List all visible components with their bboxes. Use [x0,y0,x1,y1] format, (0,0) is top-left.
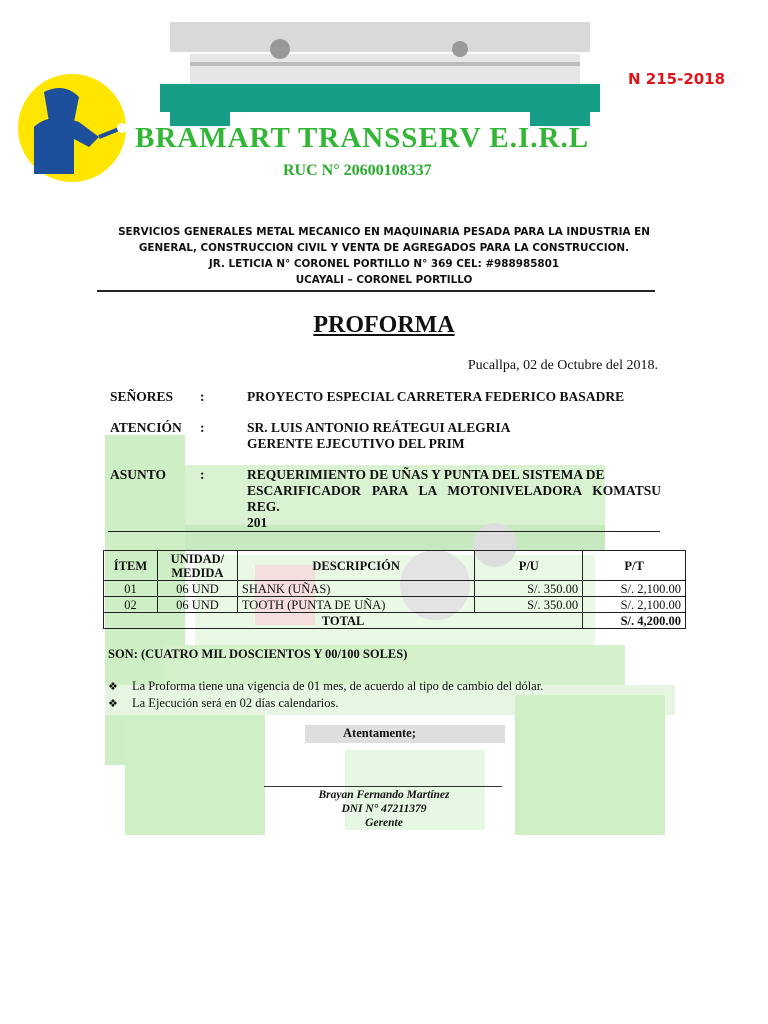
table-header-row [104,551,686,581]
header-item: ÍTEM [104,551,158,581]
services-line: GENERAL, CONSTRUCCION CIVIL Y VENTA DE AGREGADOS PARA LA CONSTRUCCION. [138,242,630,254]
asunto-label: ASUNTO [110,467,167,482]
welder-logo-icon [14,72,132,184]
cell-unit: 06 UND [157,597,237,613]
signer-role: Gerente [365,817,403,829]
cell-item: 01 [104,581,158,597]
cell-unit-price: S/. 350.00 [475,597,583,613]
cell-description: TOOTH (PUNTA DE UÑA) [237,597,475,613]
document-date: Pucallpa, 02 de Octubre del 2018. [467,358,658,373]
total-value: S/. 4,200.00 [583,613,686,629]
header-unit: UNIDAD/ MEDIDA [157,551,237,581]
closing-regards: Atentamente; [343,726,416,740]
header-unit-price: P/U [475,551,583,581]
signature-line [264,786,502,787]
note-text: La Ejecución será en 02 días calendarios. [132,696,339,710]
total-label: TOTAL [104,613,583,629]
cell-total-price: S/. 2,100.00 [583,597,686,613]
company-name: BRAMART TRANSSERV E.I.R.L [135,122,590,154]
conditions-list [108,678,543,712]
document-number: N 215-2018 [628,70,726,88]
list-item [108,678,543,695]
header-description: DESCRIPCIÓN [237,551,475,581]
asunto-line: ESCARIFICADOR PARA LA MOTONIVELADORA KOMATSU REG. [247,483,661,514]
senores-value: PROYECTO ESPECIAL CARRETERA FEDERICO BASADRE [247,389,625,404]
location-line: UCAYALI – CORONEL PORTILLO [295,274,473,286]
cell-total-price: S/. 2,100.00 [583,581,686,597]
cell-item: 02 [104,597,158,613]
asunto-colon: : [200,467,205,482]
amount-in-words: SON: (CUATRO MIL DOSCIENTOS Y 00/100 SOLES) [108,647,408,661]
company-ruc: RUC N° 20600108337 [283,162,432,179]
table-total-row [104,613,686,629]
services-line: SERVICIOS GENERALES METAL MECANICO EN MAQUINARIA PESADA PARA LA INDUSTRIA EN [118,226,650,238]
fields-divider [108,531,660,532]
document-title: PROFORMA [313,312,455,338]
table-row [104,581,686,597]
asunto-value [247,467,661,531]
header-total-price: P/T [583,551,686,581]
lathe-header-image [160,14,600,126]
items-table [103,550,686,629]
cell-description: SHANK (UÑAS) [237,581,475,597]
cell-unit-price: S/. 350.00 [475,581,583,597]
address-line: JR. LETICIA N° CORONEL PORTILLO N° 369 CEL: #988985801 [208,258,560,270]
cell-unit: 06 UND [157,581,237,597]
header-divider [97,290,655,292]
asunto-line: 201 [247,515,268,530]
diamond-bullet-icon: ❖ [108,680,118,693]
table-row [104,597,686,613]
signer-dni: DNI N° 47211379 [341,803,427,815]
atencion-colon: : [200,420,205,435]
atencion-name: SR. LUIS ANTONIO REÁTEGUI ALEGRIA [247,420,511,435]
signer-name: Brayan Fernando Martínez [318,789,450,801]
atencion-role: GERENTE EJECUTIVO DEL PRIM [247,436,465,451]
atencion-value [247,420,510,452]
diamond-bullet-icon: ❖ [108,697,118,710]
senores-colon: : [200,389,205,404]
atencion-label: ATENCIÓN [110,420,182,435]
note-text: La Proforma tiene una vigencia de 01 mes, de acuerdo al tipo de cambio del dólar. [132,679,544,693]
company-services [60,224,708,288]
senores-label: SEÑORES [110,389,174,404]
list-item [108,695,543,712]
asunto-line: REQUERIMIENTO DE UÑAS Y PUNTA DEL SISTEMA DE [247,467,605,482]
